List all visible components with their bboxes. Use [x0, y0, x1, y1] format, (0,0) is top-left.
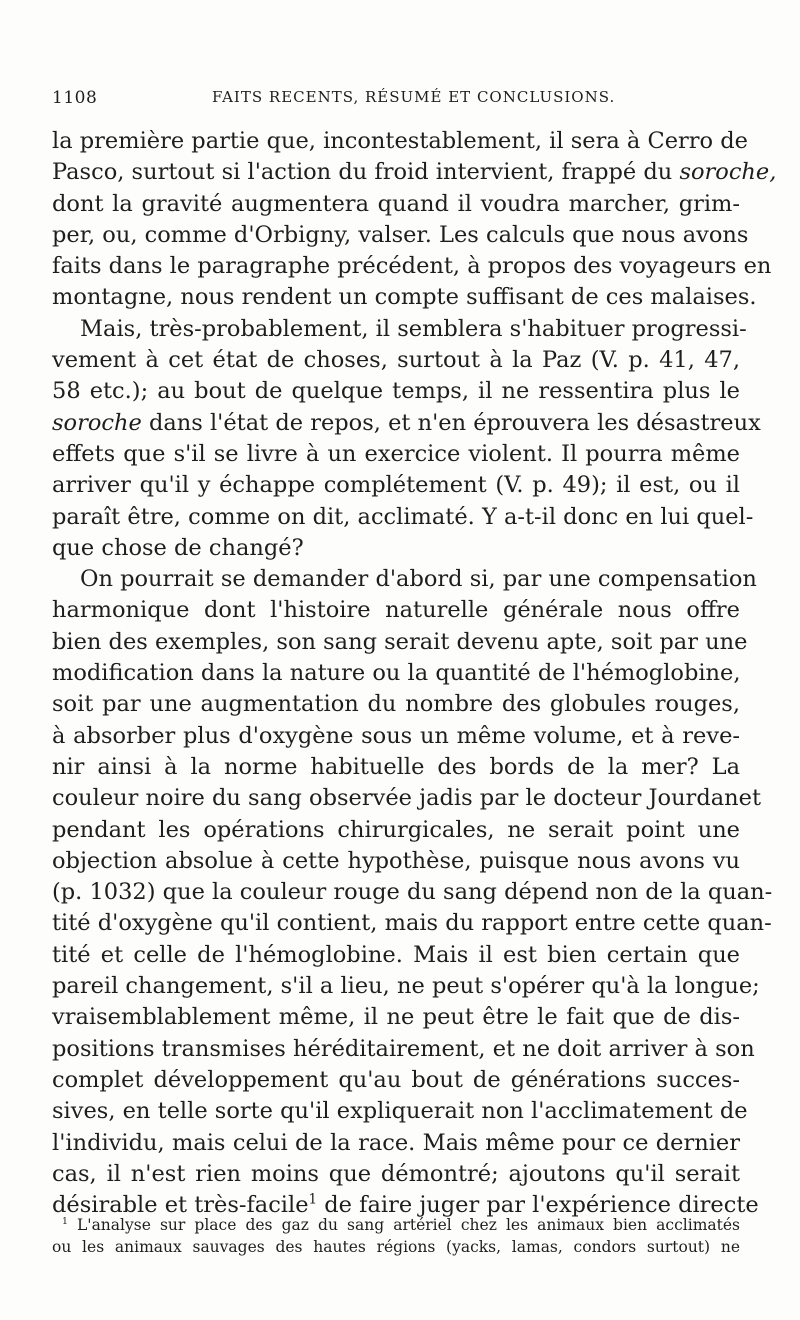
text-line: nir ainsi à la norme habituelle des bords de la mer? La: [52, 753, 740, 780]
text-line: per, ou, comme d'Orbigny, valser. Les calculs que nous avons: [52, 221, 749, 248]
page-header: [52, 88, 742, 116]
text-line: [52, 157, 777, 188]
running-head: FAITS RECENTS, RÉSUMÉ ET CONCLUSIONS.: [212, 88, 616, 106]
text-line: harmonique dont l'histoire naturelle générale nous offre: [52, 597, 740, 624]
footnote: [52, 1214, 740, 1258]
text-line: complet développement qu'au bout de générations succes-: [52, 1066, 740, 1093]
text-line: arriver qu'il y échappe complétement (V. p. 49); il est, ou il: [52, 472, 740, 499]
italic-term: soroche,: [679, 159, 777, 186]
text-line: vraisemblablement même, il ne peut être le fait que de dis-: [52, 1004, 740, 1031]
text-fragment: Pasco, surtout si l'action du froid intervient, frappé du: [52, 159, 673, 186]
text-line: cas, il n'est rien moins que démontré; ajoutons qu'il serait: [52, 1160, 740, 1187]
text-line: couleur noire du sang observée jadis par le docteur Jourdanet: [52, 785, 761, 812]
text-line: la première partie que, incontestablement, il sera à Cerro de: [52, 128, 748, 154]
text-line: paraît être, comme on dit, acclimaté. Y a-t-il donc en lui quel-: [52, 503, 754, 530]
footnote-marker: 1: [62, 1215, 68, 1227]
text-fragment: désirable et très-facile: [52, 1192, 309, 1219]
footnote-text: L'analyse sur place des gaz du sang artériel chez les animaux bien acclimatés: [77, 1216, 740, 1234]
text-line: pendant les opérations chirurgicales, ne serait point une: [52, 816, 740, 843]
footnote-line: ou les animaux sauvages des hautes régions (yacks, lamas, condors surtout) ne: [52, 1238, 740, 1256]
text-line: [52, 408, 761, 439]
text-line: 58 etc.); au bout de quelque temps, il ne ressentira plus le: [52, 378, 740, 405]
text-line: On pourrait se demander d'abord si, par une compensation: [80, 566, 757, 593]
text-line: bien des exemples, son sang serait devenu apte, soit par une: [52, 628, 748, 655]
text-line: effets que s'il se livre à un exercice violent. Il pourra même: [52, 440, 740, 467]
text-line: faits dans le paragraphe précédent, à propos des voyageurs en: [52, 253, 772, 280]
text-line: vement à cet état de choses, surtout à la Paz (V. p. 41, 47,: [52, 347, 740, 374]
text-fragment: de faire juger par l'expérience directe: [324, 1192, 759, 1219]
text-line: Mais, très-probablement, il semblera s'habituer progressi-: [80, 315, 747, 342]
text-line: montagne, nous rendent un compte suffisant de ces malaises.: [52, 284, 757, 311]
text-line: à absorber plus d'oxygène sous un même volume, et à reve-: [52, 722, 740, 749]
text-line: tité d'oxygène qu'il contient, mais du rapport entre cette quan-: [52, 910, 772, 937]
text-line: dont la gravité augmentera quand il voudra marcher, grim-: [52, 190, 740, 217]
italic-term: soroche: [52, 409, 142, 436]
body-text: [52, 126, 777, 1221]
text-line: soit par une augmentation du nombre des globules rouges,: [52, 691, 740, 718]
text-line: sives, en telle sorte qu'il expliquerait non l'acclimatement de: [52, 1098, 748, 1125]
text-line: l'individu, mais celui de la race. Mais même pour ce dernier: [52, 1129, 740, 1156]
text-fragment: dans l'état de repos, et n'en éprouvera les désastreux: [148, 409, 761, 436]
page-number: 1108: [52, 88, 98, 108]
text-line: tité et celle de l'hémoglobine. Mais il est bien certain que: [52, 941, 740, 968]
text-line: modification dans la nature ou la quantité de l'hémoglobine,: [52, 660, 741, 687]
text-line: que chose de changé?: [52, 534, 304, 561]
text-line: objection absolue à cette hypothèse, puisque nous avons vu: [52, 847, 740, 874]
footnote-reference: 1: [308, 1191, 318, 1208]
text-line: positions transmises héréditairement, et ne doit arriver à son: [52, 1035, 755, 1062]
footnote-line: [52, 1214, 740, 1236]
text-line: pareil changement, s'il a lieu, ne peut s'opérer qu'à la longue;: [52, 973, 760, 1000]
text-line: (p. 1032) que la couleur rouge du sang dépend non de la quan-: [52, 879, 773, 906]
